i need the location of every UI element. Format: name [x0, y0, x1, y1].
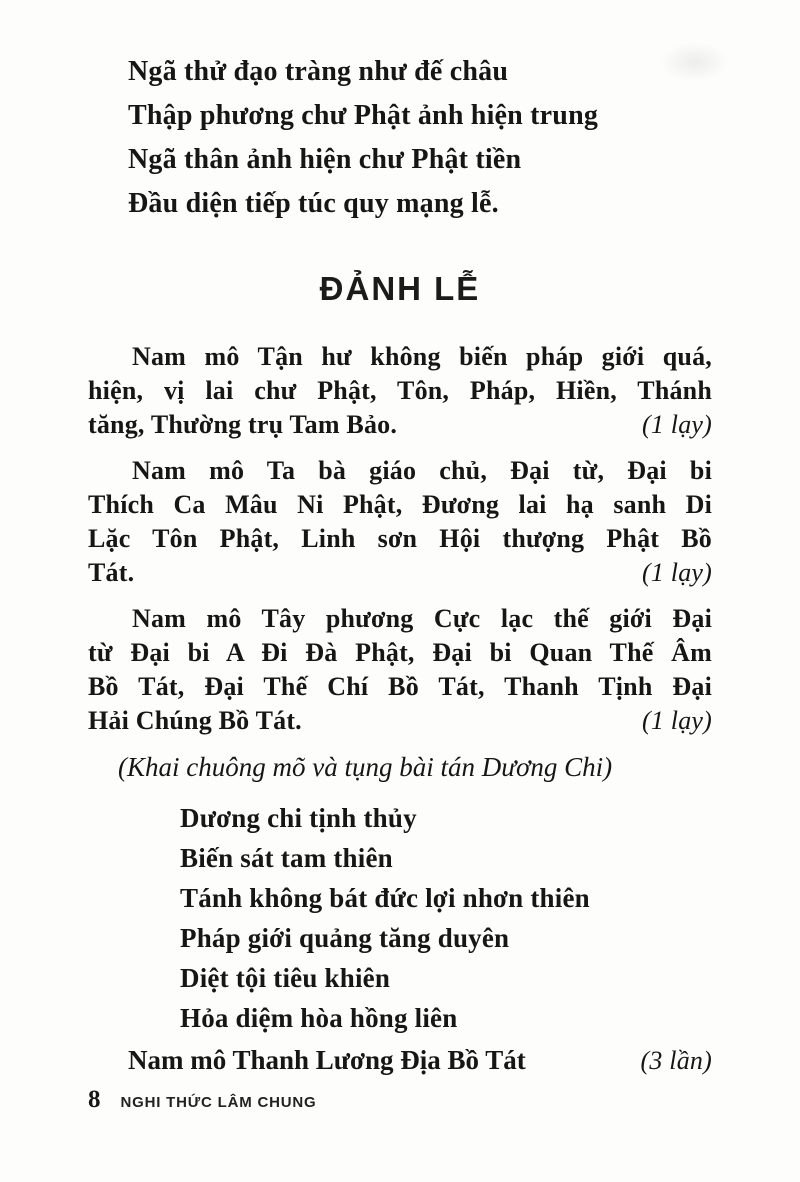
prayer-list	[88, 340, 712, 738]
page-footer	[88, 1086, 316, 1114]
prayer-line	[88, 408, 712, 442]
prayer-line: Bồ Tát, Đại Thế Chí Bồ Tát, Thanh Tịnh Đại	[88, 672, 712, 701]
closing-text: Nam mô Thanh Lương Địa Bồ Tát	[128, 1045, 526, 1075]
hymn-line: Diệt tội tiêu khiên	[180, 963, 391, 993]
hymn-line: Dương chi tịnh thủy	[180, 803, 417, 833]
prayer-line: Thích Ca Mâu Ni Phật, Đương lai hạ sanh Di	[88, 490, 712, 519]
prayer-line: Nam mô Tây phương Cực lạc thế giới Đại	[132, 604, 712, 633]
verse-line: Ngã thân ảnh hiện chư Phật tiền	[128, 144, 522, 175]
prayer-paragraph	[88, 602, 712, 738]
prayer-line-text: Tát.	[88, 558, 135, 587]
prayer-line	[88, 704, 712, 738]
page-number: 8	[88, 1086, 101, 1113]
opening-verse	[88, 50, 712, 226]
prayer-line: Nam mô Ta bà giáo chủ, Đại từ, Đại bi	[132, 456, 712, 485]
repetition-note: (1 lạy)	[642, 558, 712, 587]
verse-line: Ngã thử đạo tràng như đế châu	[128, 56, 509, 87]
section-heading: ĐẢNH LỄ	[319, 270, 481, 307]
verse-line: Đầu diện tiếp túc quy mạng lễ.	[128, 188, 499, 219]
prayer-line-text: tăng, Thường trụ Tam Bảo.	[88, 410, 398, 439]
prayer-paragraph	[88, 454, 712, 590]
hymn-line: Biến sát tam thiên	[180, 843, 393, 873]
prayer-line	[88, 556, 712, 590]
prayer-line: từ Đại bi A Đi Đà Phật, Đại bi Quan Thế Âm	[88, 638, 712, 667]
instruction-note: (Khai chuông mõ và tụng bài tán Dương Chi)	[118, 752, 613, 782]
book-title: NGHI THỨC LÂM CHUNG	[120, 1094, 317, 1111]
prayer-paragraph	[88, 340, 712, 442]
verse-line: Thập phương chư Phật ảnh hiện trung	[128, 100, 599, 131]
closing-invocation	[88, 1040, 712, 1081]
prayer-line: hiện, vị lai chư Phật, Tôn, Pháp, Hiền, Thánh	[88, 376, 712, 405]
hymn-line: Pháp giới quảng tăng duyên	[180, 923, 510, 953]
repetition-note: (1 lạy)	[642, 410, 712, 439]
repetition-note: (3 lần)	[640, 1046, 712, 1075]
hymn-verse	[88, 798, 712, 1038]
prayer-line-text: Hải Chúng Bồ Tát.	[88, 706, 302, 735]
repetition-note: (1 lạy)	[642, 706, 712, 735]
hymn-line: Tánh không bát đức lợi nhơn thiên	[180, 883, 590, 913]
prayer-line: Lặc Tôn Phật, Linh sơn Hội thượng Phật Bồ	[88, 524, 712, 553]
hymn-line: Hỏa diệm hòa hồng liên	[180, 1003, 458, 1033]
prayer-line: Nam mô Tận hư không biến pháp giới quá,	[132, 342, 712, 371]
